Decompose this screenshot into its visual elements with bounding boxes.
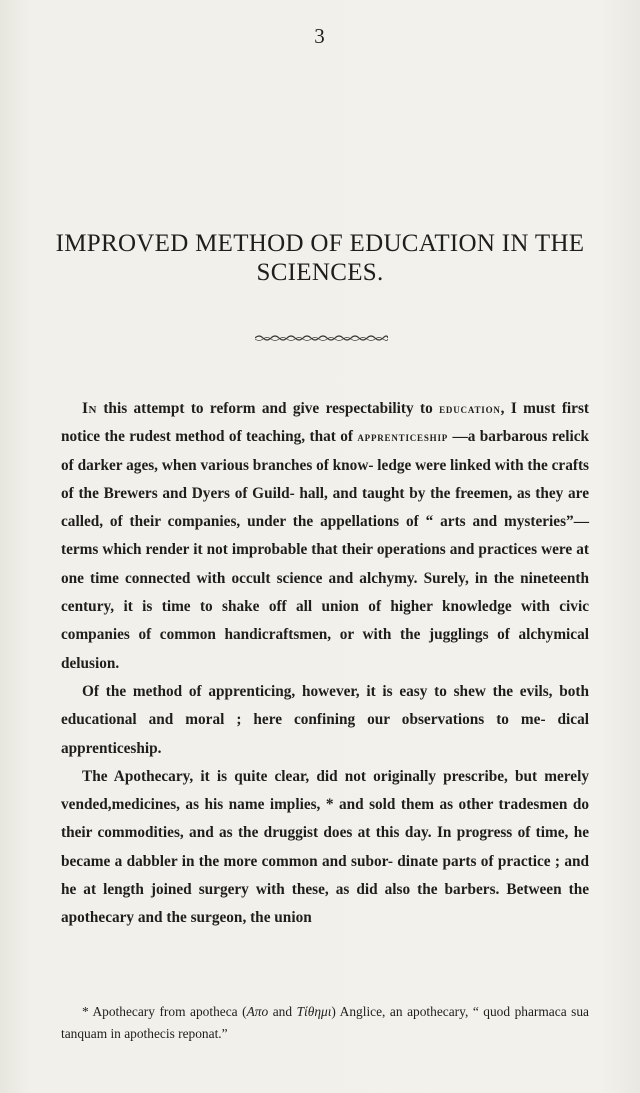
greek-word-tithemi: Τίθημι [296, 1004, 332, 1019]
paragraph-2: Of the method of apprenticing, however, it is easy to shew the evils, both educational and moral ; here confining our observations to me- dical apprenticeship. [61, 682, 589, 757]
body-text [61, 395, 589, 933]
footnote-text-b: and [268, 1004, 297, 1019]
paragraph-1-text-a: this attempt to reform and give respectability to [96, 400, 440, 417]
education-smallcaps: education [439, 401, 501, 416]
paragraph-1-text-c: —a barbarous relick of darker ages, when various branches of know- ledge were linked with the crafts of the Brewers and Dyers of Guild- hall, and taught by the freemen, as they are called, of their companies, under the appellations of “ arts and mysteries”—terms which render it not improbable that their operations and practices were at one time connected with occult science and alchymy. Surely, in the nineteenth century, it is time to shake off all union of higher knowledge with civic companies of common handicraftsmen, or with the jugglings of alchymical delusion. [61, 428, 590, 672]
apprenticeship-smallcaps: apprenticeship [357, 429, 449, 445]
paragraph-3: The Apothecary, it is quite clear, did not originally prescribe, but merely vended,medicines, as his name implies, * and sold them as other tradesmen do their commodities, and as the druggist does at this day. In progress of time, he became a dabbler in the more common and subor- dinate parts of practice ; and he at length joined surgery with these, as did also the barbers. Between the apothecary and the surgeon, the union [61, 767, 589, 927]
footnote [61, 1001, 589, 1045]
paragraph-lead-word: In [82, 400, 97, 417]
greek-word-apo: Απο [246, 1004, 269, 1019]
footnote-text-a: * Apothecary from apotheca ( [82, 1004, 247, 1019]
paragraph-1-text-b: , I must first notice the rudest method of teaching, that of [61, 400, 589, 446]
chapter-title: IMPROVED METHOD OF EDUCATION IN THE SCIENCES. [55, 230, 585, 286]
footnote-text-c: ) Anglice, an apothecary, “ quod pharmaca sua tanquam in apothecis reponat.” [61, 1004, 590, 1041]
footnote-text [61, 1001, 589, 1045]
page-number: 3 [314, 24, 326, 48]
wavy-rule-ornament [255, 334, 388, 342]
paragraph-1 [61, 395, 589, 678]
